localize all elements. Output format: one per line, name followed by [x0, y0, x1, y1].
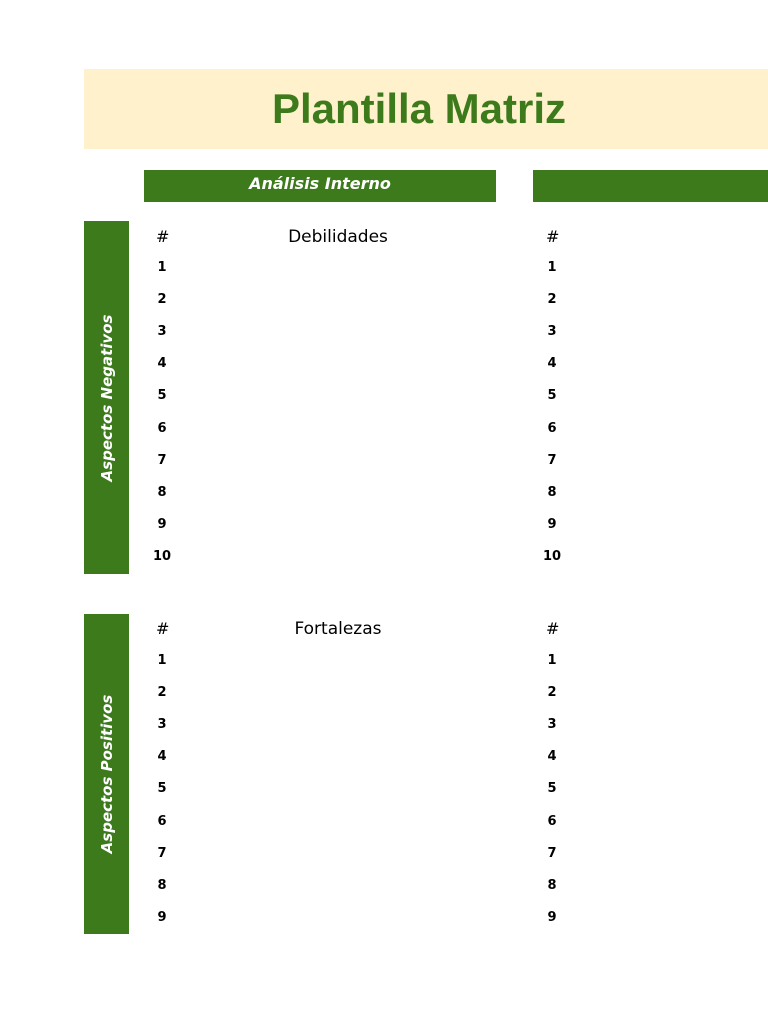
column-title-strengths: Fortalezas — [294, 619, 382, 639]
row-number-opportunities: 7 — [547, 845, 557, 861]
row-number-threats: 7 — [547, 452, 557, 468]
row-number-weaknesses: 1 — [157, 260, 167, 275]
row-number-threats: 8 — [547, 484, 557, 500]
hash-header-threats: # — [546, 227, 560, 246]
row-number-weaknesses: 2 — [157, 292, 167, 308]
row-number-opportunities: 8 — [547, 877, 557, 893]
header-internal-analysis: Análisis Interno — [144, 170, 496, 202]
row-number-weaknesses: 9 — [157, 516, 167, 532]
side-label-negative — [84, 221, 129, 574]
row-number-strengths: 5 — [157, 781, 167, 797]
row-number-weaknesses: 10 — [152, 548, 172, 564]
row-number-opportunities: 1 — [547, 653, 557, 668]
row-number-weaknesses: 4 — [157, 356, 167, 372]
row-number-weaknesses: 6 — [157, 420, 167, 436]
header-external-analysis — [533, 170, 768, 202]
row-number-threats: 2 — [547, 292, 557, 308]
row-number-weaknesses: 8 — [157, 484, 167, 500]
hash-header-strengths: # — [156, 619, 170, 638]
row-number-threats: 3 — [547, 324, 557, 340]
hash-header-opportunities: # — [546, 619, 560, 638]
row-number-strengths: 6 — [157, 813, 167, 829]
row-number-strengths: 3 — [157, 717, 167, 733]
side-label-positive — [84, 614, 129, 934]
row-number-opportunities: 2 — [547, 685, 557, 701]
row-number-threats: 1 — [547, 260, 557, 275]
row-number-threats: 4 — [547, 356, 557, 372]
row-number-weaknesses: 5 — [157, 388, 167, 404]
row-number-weaknesses: 7 — [157, 452, 167, 468]
row-number-opportunities: 9 — [547, 909, 557, 925]
side-label-positive-text: Aspectos Positivos — [97, 694, 116, 854]
page-title: Plantilla Matriz — [271, 85, 567, 132]
row-number-opportunities: 4 — [547, 749, 557, 765]
row-number-strengths: 9 — [157, 909, 167, 925]
row-number-opportunities: 5 — [547, 781, 557, 797]
row-number-weaknesses: 3 — [157, 324, 167, 340]
row-number-threats: 10 — [542, 548, 562, 564]
row-number-strengths: 7 — [157, 845, 167, 861]
row-number-threats: 5 — [547, 388, 557, 404]
column-title-weaknesses: Debilidades — [288, 227, 388, 247]
hash-header-weaknesses: # — [156, 227, 170, 246]
row-number-strengths: 4 — [157, 749, 167, 765]
row-number-strengths: 8 — [157, 877, 167, 893]
row-number-opportunities: 6 — [547, 813, 557, 829]
row-number-strengths: 2 — [157, 685, 167, 701]
row-number-threats: 9 — [547, 516, 557, 532]
row-number-opportunities: 3 — [547, 717, 557, 733]
row-number-strengths: 1 — [157, 653, 167, 668]
side-label-negative-text: Aspectos Negativos — [97, 314, 116, 481]
row-number-threats: 6 — [547, 420, 557, 436]
